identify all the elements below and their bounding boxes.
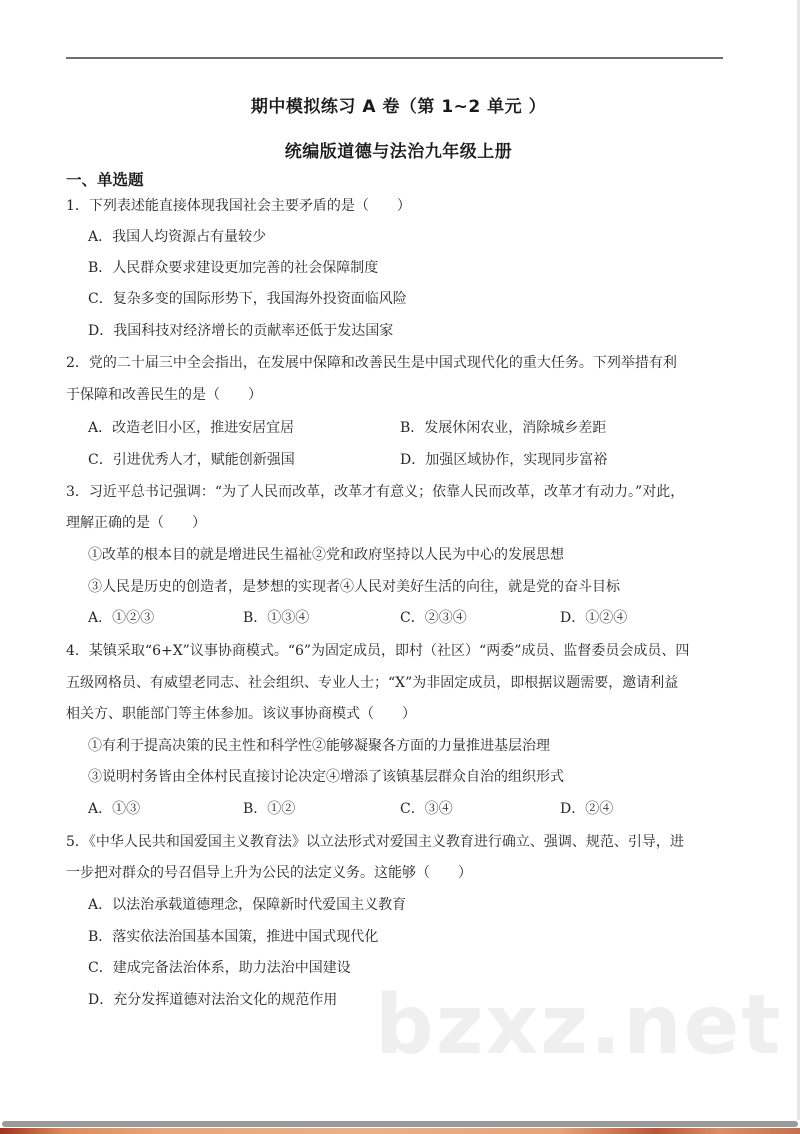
- question-4-option-a: A．①③: [88, 801, 141, 817]
- question-5-option-c: C．建成完备法治体系，助力法治中国建设: [88, 960, 351, 976]
- question-3-statements-1-2: ①改革的根本目的就是增进民生福祉②党和政府坚持以人民为中心的发展思想: [88, 547, 564, 563]
- question-1-stem: 1．下列表述能直接体现我国社会主要矛盾的是（ ）: [66, 198, 411, 214]
- section-heading: 一、单选题: [66, 171, 144, 189]
- site-watermark: bzxz.net: [375, 978, 783, 1073]
- question-4-statements-3-4: ③说明村务皆由全体村民直接讨论决定④增添了该镇基层群众自治的组织形式: [88, 769, 564, 785]
- background-image-strip: [0, 1128, 800, 1134]
- question-2-stem-line-2: 于保障和改善民生的是（ ）: [66, 387, 262, 403]
- question-5-option-b: B．落实依法治国基本国策，推进中国式现代化: [88, 929, 379, 945]
- question-4-statements-1-2: ①有利于提高决策的民主性和科学性②能够凝聚各方面的力量推进基层治理: [88, 738, 550, 754]
- question-2-stem-line-1: 2．党的二十届三中全会指出，在发展中保障和改善民生是中国式现代化的重大任务。下列举措有利: [66, 355, 677, 371]
- question-4-option-d: D．②④: [560, 801, 614, 817]
- question-4-option-b: B．①②: [243, 801, 296, 817]
- question-4-stem-line-1: 4．某镇采取“6+X”议事协商模式。“6”为固定成员，即村（社区）“两委”成员、监督委员会成员、四: [66, 643, 690, 659]
- question-1-option-a: A．我国人均资源占有量较少: [88, 229, 267, 245]
- question-3-option-b: B．①③④: [243, 610, 310, 626]
- question-4-stem-line-3: 相关方、职能部门等主体参加。该议事协商模式（ ）: [66, 706, 416, 722]
- exam-title: 期中模拟练习 A 卷（第 1~2 单元 ）: [250, 97, 547, 117]
- question-5-option-d: D．充分发挥道德对法治文化的规范作用: [88, 992, 338, 1008]
- question-5-stem-line-1: 5．《中华人民共和国爱国主义教育法》以立法形式对爱国主义教育进行确立、强调、规范、引导，进: [66, 834, 684, 850]
- question-3-stem-line-2: 理解正确的是（ ）: [66, 515, 206, 531]
- question-2-option-a: A．改造老旧小区，推进安居宜居: [88, 420, 295, 436]
- question-3-option-d: D．①②④: [560, 610, 628, 626]
- question-2-option-c: C．引进优秀人才，赋能创新强国: [88, 452, 295, 468]
- exam-subtitle: 统编版道德与法治九年级上册: [284, 142, 513, 162]
- question-5-option-a: A．以法治承载道德理念，保障新时代爱国主义教育: [88, 897, 407, 913]
- question-3-option-c: C．②③④: [400, 610, 467, 626]
- question-3-option-a: A．①②③: [88, 610, 155, 626]
- question-2-option-b: B．发展休闲农业，消除城乡差距: [400, 420, 607, 436]
- question-3-statements-3-4: ③人民是历史的创造者，是梦想的实现者④人民对美好生活的向往，就是党的奋斗目标: [88, 579, 620, 595]
- horizontal-scrollbar-thumb[interactable]: [2, 1121, 798, 1127]
- header-rule: [66, 57, 723, 59]
- question-3-stem-line-1: 3．习近平总书记强调：“为了人民而改革，改革才有意义；依靠人民而改革，改革才有动力。”对此，: [66, 484, 685, 500]
- question-2-option-d: D．加强区域协作，实现同步富裕: [400, 452, 608, 468]
- question-1-option-d: D．我国科技对经济增长的贡献率还低于发达国家: [88, 323, 394, 339]
- question-4-stem-line-2: 五级网格员、有威望老同志、社会组织、专业人士；“X”为非固定成员，即根据议题需要，邀请利益: [66, 675, 679, 691]
- question-5-stem-line-2: 一步把对群众的号召倡导上升为公民的法定义务。这能够（ ）: [66, 865, 472, 881]
- question-1-option-b: B．人民群众要求建设更加完善的社会保障制度: [88, 260, 379, 276]
- question-1-option-c: C．复杂多变的国际形势下，我国海外投资面临风险: [88, 291, 407, 307]
- question-4-option-c: C．③④: [400, 801, 453, 817]
